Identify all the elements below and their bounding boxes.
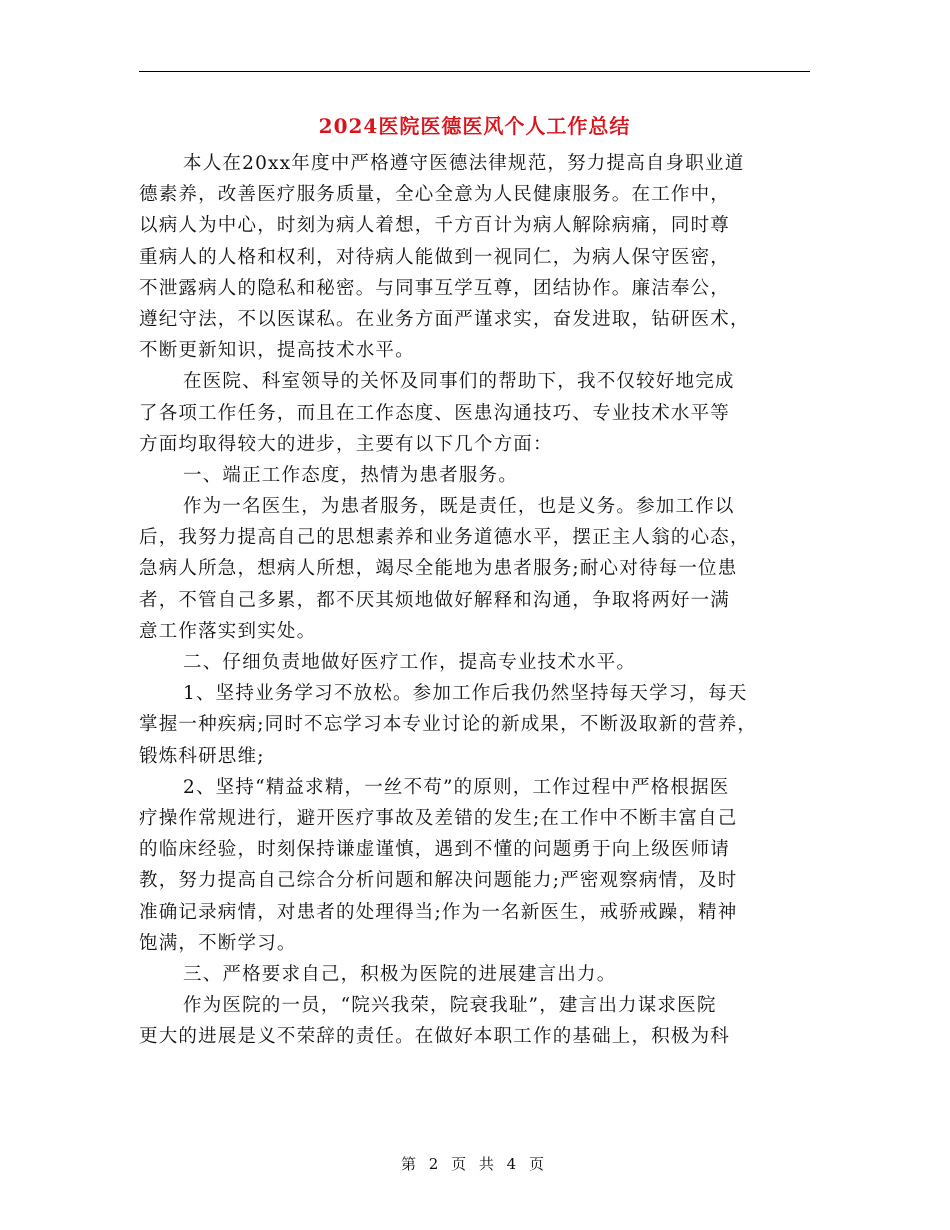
text-line: 急病人所急，想病人所想，竭尽全能地为患者服务;耐心对待每一位患	[139, 558, 738, 580]
page-number: 第 2 页 共 4 页	[401, 1155, 548, 1173]
text-line: 1、坚持业务学习不放松。参加工作后我仍然坚持每天学习，每天	[183, 683, 748, 705]
text-line: 不泄露病人的隐私和秘密。与同事互学互尊，团结协作。廉洁奉公，	[139, 277, 731, 299]
text-line: 重病人的人格和权利，对待病人能做到一视同仁，为病人保守医密，	[139, 246, 731, 268]
text-line: 遵纪守法，不以医谋私。在业务方面严谨求实，奋发进取，钻研医术，	[139, 308, 750, 330]
text-line: 2、坚持“精益求精，一丝不苟”的原则，工作过程中严格根据医	[183, 776, 730, 798]
text-line: 疗操作常规进行，避开医疗事故及差错的发生;在工作中不断丰富自己	[139, 807, 738, 829]
text-line: 作为一名医生，为患者服务，既是责任，也是义务。参加工作以	[183, 496, 735, 518]
text-line: 作为医院的一员，“院兴我荣，院衰我耻”，建言出力谋求医院	[183, 995, 717, 1017]
text-line: 后，我努力提高自己的思想素养和业务道德水平，摆正主人翁的心态，	[139, 527, 750, 549]
text-line: 掌握一种疾病;同时不忘学习本专业讨论的新成果，不断汲取新的营养，	[139, 714, 758, 736]
text-line: 了各项工作任务，而且在工作态度、医患沟通技巧、专业技术水平等	[139, 402, 731, 424]
text-line: 一、端正工作态度，热情为患者服务。	[183, 464, 518, 486]
text-line: 更大的进展是义不荣辞的责任。在做好本职工作的基础上，积极为科	[139, 1026, 731, 1048]
text-line: 以病人为中心，时刻为病人着想，千方百计为病人解除病痛，同时尊	[139, 215, 731, 237]
text-line: 三、严格要求自己，积极为医院的进展建言出力。	[183, 963, 617, 985]
document-title: 2024医院医德医风个人工作总结	[318, 114, 631, 138]
text-line: 德素养，改善医疗服务质量，全心全意为人民健康服务。在工作中，	[139, 184, 731, 206]
document-body	[139, 148, 819, 1052]
text-line: 的临床经验，时刻保持谦虚谨慎，遇到不懂的问题勇于向上级医师请	[139, 839, 731, 861]
text-line: 锻炼科研思维;	[139, 745, 265, 767]
header-rule	[139, 71, 810, 72]
text-line: 饱满，不断学习。	[139, 932, 297, 954]
text-line: 教，努力提高自己综合分析问题和解决问题能力;严密观察病情，及时	[139, 870, 738, 892]
text-line: 准确记录病情，对患者的处理得当;作为一名新医生，戒骄戒躁，精神	[139, 901, 738, 923]
text-line: 意工作落实到实处。	[139, 620, 317, 642]
text-line: 在医院、科室领导的关怀及同事们的帮助下，我不仅较好地完成	[183, 371, 735, 393]
text-line: 方面均取得较大的进步，主要有以下几个方面：	[139, 433, 553, 455]
text-line: 不断更新知识，提高技术水平。	[139, 340, 415, 362]
text-line: 本人在20xx年度中严格遵守医德法律规范，努力提高自身职业道	[183, 153, 745, 174]
text-line: 者，不管自己多累，都不厌其烦地做好解释和沟通，争取将两好一满	[139, 589, 731, 611]
text-line: 二、仔细负责地做好医疗工作，提高专业技术水平。	[183, 652, 637, 673]
